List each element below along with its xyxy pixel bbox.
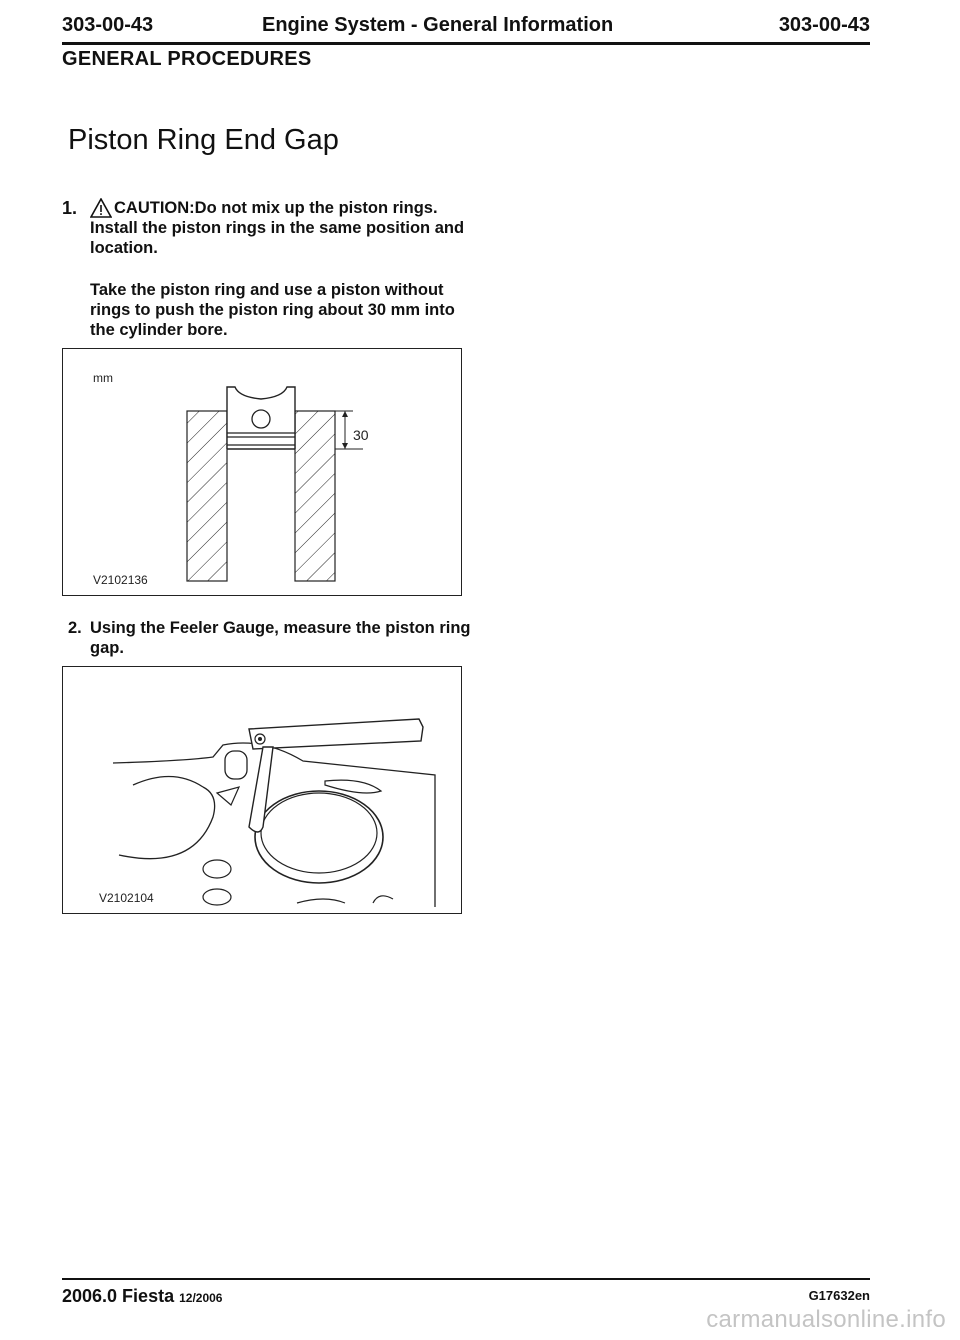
step-1-instruction: Take the piston ring and use a piston without rings to push the piston ring about 30 mm into the cylinder bore. <box>90 281 455 339</box>
header-code-left: 303-00-43 <box>62 14 154 36</box>
figure-piston-in-bore <box>62 348 462 596</box>
piston-bore-drawing <box>63 349 461 595</box>
feeler-gauge-drawing <box>63 667 461 913</box>
figure-feeler-gauge <box>62 666 462 914</box>
step-2 <box>68 618 488 658</box>
step-1-number: 1. <box>62 198 78 218</box>
footer-model <box>62 1286 222 1307</box>
footer-model-name: 2006.0 Fiesta <box>62 1286 175 1306</box>
step-2-number: 2. <box>68 619 82 637</box>
step-2-text: Using the Feeler Gauge, measure the piston ring gap. <box>90 619 471 657</box>
header-title: Engine System - General Information <box>262 14 614 36</box>
watermark-bottom: carmanualsonline.info <box>706 1306 946 1333</box>
header-code-right: 303-00-43 <box>778 14 870 36</box>
page-header <box>62 14 870 42</box>
page-title: Piston Ring End Gap <box>68 124 339 156</box>
section-title: GENERAL PROCEDURES <box>62 48 312 70</box>
dimension-label: 30 <box>353 427 369 443</box>
caution-line <box>90 198 482 218</box>
figure-ref-label: V2102136 <box>93 573 148 587</box>
step-1 <box>62 198 482 258</box>
footer-rule <box>62 1278 870 1280</box>
figure-unit-label: mm <box>93 371 113 385</box>
header-rule <box>62 42 870 45</box>
caution-continued: Install the piston rings in the same position and location. <box>90 219 465 257</box>
figure-ref-label: V2102104 <box>99 891 154 905</box>
warning-triangle-icon <box>90 198 112 218</box>
footer-doc-id: G17632en <box>808 1288 870 1303</box>
caution-text: CAUTION:Do not mix up the piston rings. <box>114 199 438 217</box>
footer-date: 12/2006 <box>179 1291 223 1305</box>
